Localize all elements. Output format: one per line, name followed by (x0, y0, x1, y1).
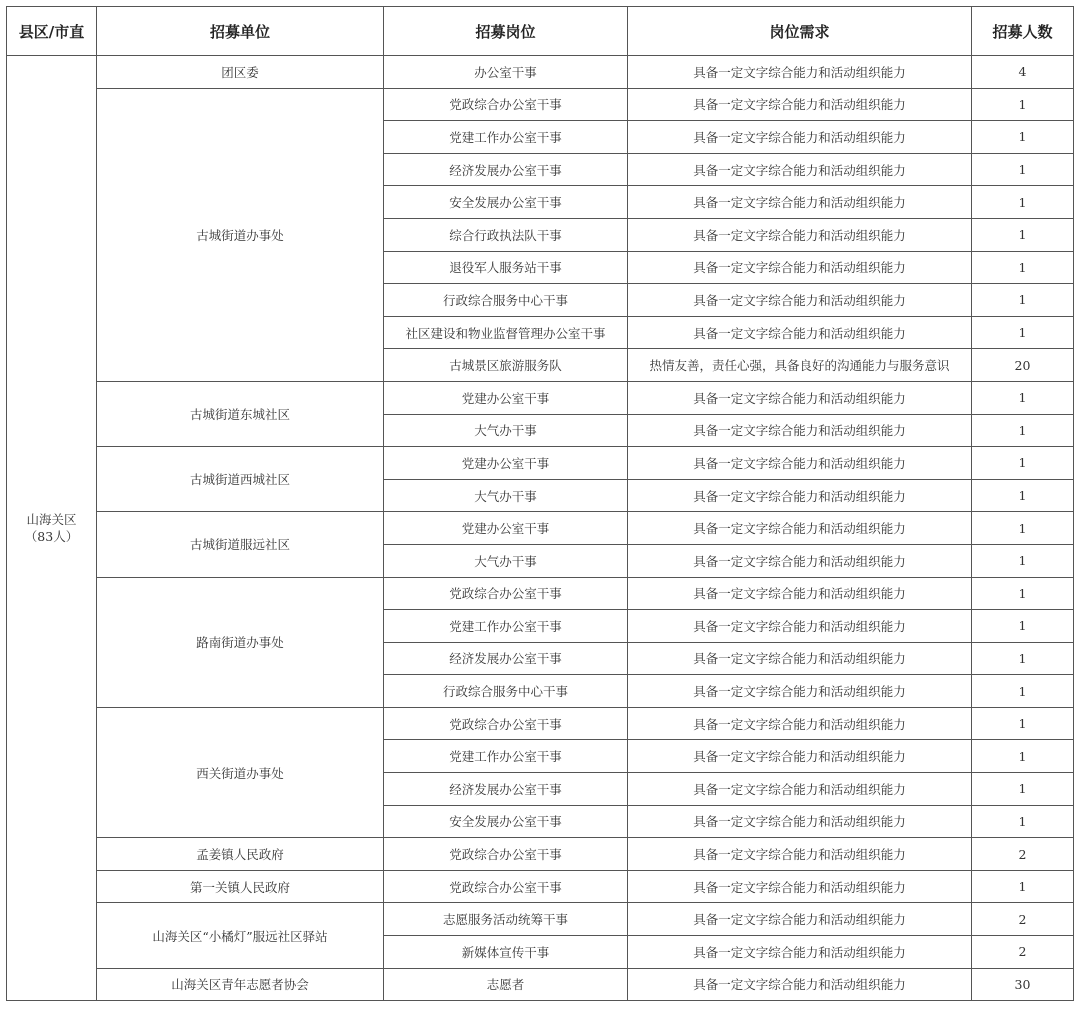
table-row (7, 88, 1074, 121)
count-cell: 1 (972, 381, 1074, 414)
position-cell: 综合行政执法队干事 (384, 218, 628, 251)
header-unit: 招募单位 (97, 7, 384, 56)
requirement-cell: 具备一定文字综合能力和活动组织能力 (628, 56, 972, 89)
unit-cell: 团区委 (97, 56, 384, 89)
requirement-cell: 具备一定文字综合能力和活动组织能力 (628, 414, 972, 447)
count-cell: 1 (972, 88, 1074, 121)
count-cell: 1 (972, 479, 1074, 512)
position-cell: 党建工作办公室干事 (384, 610, 628, 643)
unit-cell: 古城街道办事处 (97, 88, 384, 381)
unit-cell: 路南街道办事处 (97, 577, 384, 707)
position-cell: 党建工作办公室干事 (384, 121, 628, 154)
unit-cell: 山海关区青年志愿者协会 (97, 968, 384, 1001)
position-cell: 社区建设和物业监督管理办公室干事 (384, 316, 628, 349)
header-position: 招募岗位 (384, 7, 628, 56)
position-cell: 大气办干事 (384, 544, 628, 577)
position-cell: 党建办公室干事 (384, 381, 628, 414)
position-cell: 行政综合服务中心干事 (384, 675, 628, 708)
position-cell: 党建工作办公室干事 (384, 740, 628, 773)
header-row (7, 7, 1074, 56)
position-cell: 经济发展办公室干事 (384, 642, 628, 675)
count-cell: 1 (972, 740, 1074, 773)
count-cell: 1 (972, 642, 1074, 675)
table-row (7, 870, 1074, 903)
position-cell: 经济发展办公室干事 (384, 773, 628, 806)
count-cell: 1 (972, 870, 1074, 903)
count-cell: 2 (972, 936, 1074, 969)
requirement-cell: 具备一定文字综合能力和活动组织能力 (628, 740, 972, 773)
count-cell: 1 (972, 577, 1074, 610)
header-count: 招募人数 (972, 7, 1074, 56)
requirement-cell: 具备一定文字综合能力和活动组织能力 (628, 186, 972, 219)
requirement-cell: 具备一定文字综合能力和活动组织能力 (628, 936, 972, 969)
requirement-cell: 具备一定文字综合能力和活动组织能力 (628, 903, 972, 936)
unit-cell: 第一关镇人民政府 (97, 870, 384, 903)
table-row (7, 903, 1074, 936)
unit-cell: 西关街道办事处 (97, 707, 384, 837)
requirement-cell: 具备一定文字综合能力和活动组织能力 (628, 707, 972, 740)
table-row (7, 838, 1074, 871)
requirement-cell: 具备一定文字综合能力和活动组织能力 (628, 805, 972, 838)
table-row (7, 512, 1074, 545)
header-requirement: 岗位需求 (628, 7, 972, 56)
count-cell: 1 (972, 610, 1074, 643)
requirement-cell: 具备一定文字综合能力和活动组织能力 (628, 610, 972, 643)
count-cell: 1 (972, 675, 1074, 708)
requirement-cell: 具备一定文字综合能力和活动组织能力 (628, 316, 972, 349)
requirement-cell: 具备一定文字综合能力和活动组织能力 (628, 577, 972, 610)
requirement-cell: 热情友善，责任心强，具备良好的沟通能力与服务意识 (628, 349, 972, 382)
count-cell: 1 (972, 805, 1074, 838)
requirement-cell: 具备一定文字综合能力和活动组织能力 (628, 642, 972, 675)
table-row (7, 577, 1074, 610)
position-cell: 党建办公室干事 (384, 447, 628, 480)
count-cell: 1 (972, 447, 1074, 480)
count-cell: 1 (972, 512, 1074, 545)
requirement-cell: 具备一定文字综合能力和活动组织能力 (628, 479, 972, 512)
position-cell: 新媒体宣传干事 (384, 936, 628, 969)
requirement-cell: 具备一定文字综合能力和活动组织能力 (628, 284, 972, 317)
requirement-cell: 具备一定文字综合能力和活动组织能力 (628, 381, 972, 414)
count-cell: 1 (972, 707, 1074, 740)
position-cell: 退役军人服务站干事 (384, 251, 628, 284)
table-row (7, 968, 1074, 1001)
requirement-cell: 具备一定文字综合能力和活动组织能力 (628, 968, 972, 1001)
table-row (7, 381, 1074, 414)
table-row (7, 707, 1074, 740)
district-name: 山海关区 (26, 512, 77, 528)
requirement-cell: 具备一定文字综合能力和活动组织能力 (628, 544, 972, 577)
position-cell: 党政综合办公室干事 (384, 88, 628, 121)
requirement-cell: 具备一定文字综合能力和活动组织能力 (628, 153, 972, 186)
count-cell: 1 (972, 773, 1074, 806)
count-cell: 1 (972, 544, 1074, 577)
position-cell: 大气办干事 (384, 414, 628, 447)
district-total: （83人） (24, 529, 79, 545)
position-cell: 办公室干事 (384, 56, 628, 89)
position-cell: 大气办干事 (384, 479, 628, 512)
count-cell: 30 (972, 968, 1074, 1001)
requirement-cell: 具备一定文字综合能力和活动组织能力 (628, 512, 972, 545)
requirement-cell: 具备一定文字综合能力和活动组织能力 (628, 838, 972, 871)
table-row (7, 447, 1074, 480)
requirement-cell: 具备一定文字综合能力和活动组织能力 (628, 88, 972, 121)
count-cell: 1 (972, 284, 1074, 317)
unit-cell: 古城街道东城社区 (97, 381, 384, 446)
recruitment-table (6, 6, 1074, 1001)
position-cell: 党政综合办公室干事 (384, 707, 628, 740)
unit-cell: 山海关区“小橘灯”服远社区驿站 (97, 903, 384, 968)
count-cell: 4 (972, 56, 1074, 89)
position-cell: 党政综合办公室干事 (384, 577, 628, 610)
count-cell: 1 (972, 251, 1074, 284)
count-cell: 20 (972, 349, 1074, 382)
position-cell: 安全发展办公室干事 (384, 186, 628, 219)
position-cell: 党建办公室干事 (384, 512, 628, 545)
count-cell: 2 (972, 838, 1074, 871)
header-district: 县区/市直 (7, 7, 97, 56)
position-cell: 安全发展办公室干事 (384, 805, 628, 838)
unit-cell: 孟姜镇人民政府 (97, 838, 384, 871)
count-cell: 1 (972, 121, 1074, 154)
table-row (7, 56, 1074, 89)
position-cell: 志愿者 (384, 968, 628, 1001)
count-cell: 1 (972, 414, 1074, 447)
requirement-cell: 具备一定文字综合能力和活动组织能力 (628, 773, 972, 806)
position-cell: 党政综合办公室干事 (384, 838, 628, 871)
requirement-cell: 具备一定文字综合能力和活动组织能力 (628, 447, 972, 480)
position-cell: 志愿服务活动统筹干事 (384, 903, 628, 936)
table-body (7, 56, 1074, 1001)
position-cell: 党政综合办公室干事 (384, 870, 628, 903)
position-cell: 行政综合服务中心干事 (384, 284, 628, 317)
count-cell: 2 (972, 903, 1074, 936)
district-cell (7, 56, 97, 1001)
requirement-cell: 具备一定文字综合能力和活动组织能力 (628, 675, 972, 708)
count-cell: 1 (972, 153, 1074, 186)
unit-cell: 古城街道服远社区 (97, 512, 384, 577)
count-cell: 1 (972, 316, 1074, 349)
unit-cell: 古城街道西城社区 (97, 447, 384, 512)
requirement-cell: 具备一定文字综合能力和活动组织能力 (628, 121, 972, 154)
position-cell: 古城景区旅游服务队 (384, 349, 628, 382)
position-cell: 经济发展办公室干事 (384, 153, 628, 186)
count-cell: 1 (972, 218, 1074, 251)
requirement-cell: 具备一定文字综合能力和活动组织能力 (628, 870, 972, 903)
requirement-cell: 具备一定文字综合能力和活动组织能力 (628, 218, 972, 251)
requirement-cell: 具备一定文字综合能力和活动组织能力 (628, 251, 972, 284)
count-cell: 1 (972, 186, 1074, 219)
